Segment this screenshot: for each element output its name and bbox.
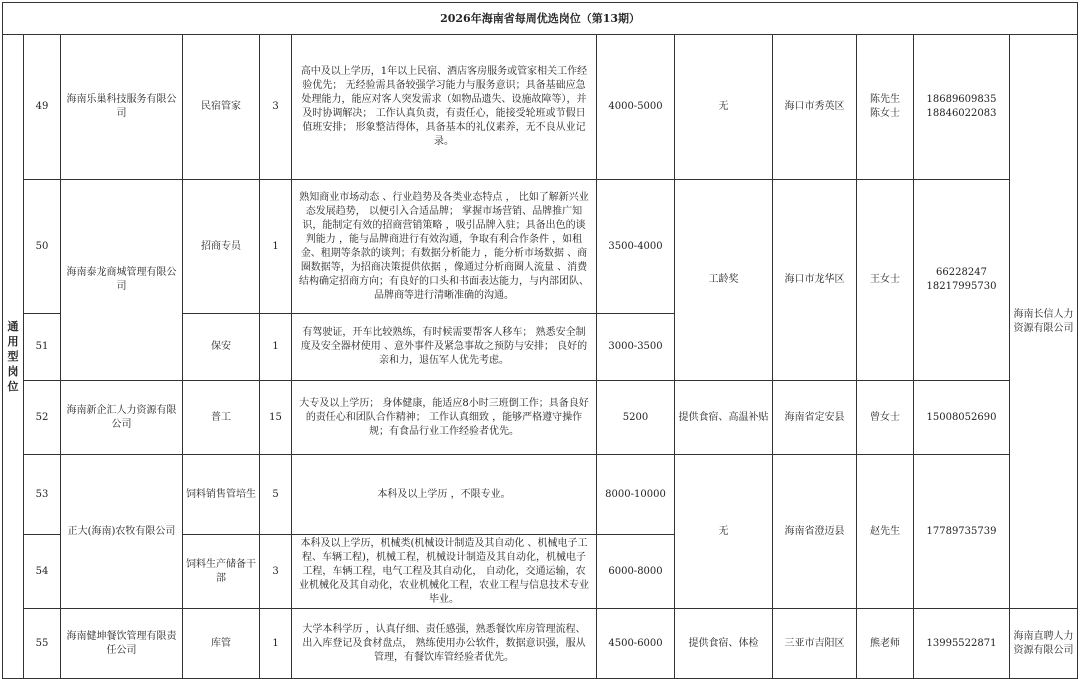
requirements: 大学本科学历 ，认真仔细、责任感强，熟悉餐饮库房管理流程、出入库登记及食材盘点， 熟练使用办公软件，数据意识强，服从管理，有餐饮库管经验者优先。 (292, 609, 597, 679)
requirements: 高中及以上学历，1年以上民宿、酒店客房服务或管家相关工作经验优先； 无经验需具备较强学习能力与服务意识；具备基础应急处理能力，能应对客人突发需求（如物品遗失、设施故障等），并及时协调解决； 工作认真负责，有责任心，能接受轮班或节假日值班安排； 形象整洁得体，具备基本的礼仪素养，无不良从业记录。 (292, 35, 597, 180)
contact-person: 曾女士 (857, 381, 914, 455)
row-number: 50 (24, 180, 61, 314)
table-row (3, 35, 1078, 180)
contact-person: 陈先生 陈女士 (857, 35, 914, 180)
phone-number: 66228247 18217995730 (914, 180, 1010, 381)
position-name: 饲料销售管培生 (183, 455, 260, 535)
phone-number: 17789735739 (914, 455, 1010, 609)
position-name: 库管 (183, 609, 260, 679)
salary: 3500-4000 (597, 180, 675, 314)
location: 海口市秀英区 (773, 35, 857, 180)
contact-person: 熊老师 (857, 609, 914, 679)
benefits: 提供食宿、高温补贴 (675, 381, 773, 455)
location: 海南省定安县 (773, 381, 857, 455)
headcount: 1 (260, 180, 292, 314)
table-row (3, 609, 1078, 679)
requirements: 大专及以上学历； 身体健康，能适应8小时三班倒工作；具备良好的责任心和团队合作精神； 工作认真细致 ，能够严格遵守操作规；有食品行业工作经验者优先。 (292, 381, 597, 455)
requirements: 本科及以上学历，机械类(机械设计制造及其自动化 、机械电子工程、车辆工程)，机械工程，机械设计制造及其自动化，机械电子工程，车辆工程，电气工程及其自动化， 自动化，交通运输，农业机械化及其自动化，农业机械化工程，农业工程与信息技术专业毕业。 (292, 535, 597, 609)
salary: 4000-5000 (597, 35, 675, 180)
company-name: 正大(海南)农牧有限公司 (61, 455, 183, 609)
salary: 5200 (597, 381, 675, 455)
contact-person: 王女士 (857, 180, 914, 381)
location: 海南省澄迈县 (773, 455, 857, 609)
benefits: 无 (675, 455, 773, 609)
row-number: 54 (24, 535, 61, 609)
headcount: 3 (260, 35, 292, 180)
table-title: 2026年海南省每周优选岗位（第13期） (3, 3, 1078, 35)
position-name: 饲料生产储备干部 (183, 535, 260, 609)
contact-person: 赵先生 (857, 455, 914, 609)
salary: 4500-6000 (597, 609, 675, 679)
company-name: 海南泰龙商城管理有限公司 (61, 180, 183, 381)
salary: 8000-10000 (597, 455, 675, 535)
phone-number: 15008052690 (914, 381, 1010, 455)
agency-name: 海南直聘人力资源有限公司 (1010, 609, 1078, 679)
company-name: 海南新企汇人力资源有限公司 (61, 381, 183, 455)
requirements: 有驾驶证，开车比较熟练，有时候需要帮客人移车； 熟悉安全制度及安全器材使用 、意外事件及紧急事故之预防与安排； 良好的亲和力，退伍军人优先考虑。 (292, 314, 597, 381)
row-number: 51 (24, 314, 61, 381)
row-number: 52 (24, 381, 61, 455)
company-name: 海南乐巢科技服务有限公司 (61, 35, 183, 180)
table-row (3, 455, 1078, 535)
salary: 3000-3500 (597, 314, 675, 381)
phone-number: 18689609835 18846022083 (914, 35, 1010, 180)
benefits: 无 (675, 35, 773, 180)
headcount: 1 (260, 609, 292, 679)
salary: 6000-8000 (597, 535, 675, 609)
headcount: 15 (260, 381, 292, 455)
requirements: 本科及以上学历 ，不限专业。 (292, 455, 597, 535)
table-row (3, 381, 1078, 455)
headcount: 3 (260, 535, 292, 609)
location: 海口市龙华区 (773, 180, 857, 381)
position-name: 民宿管家 (183, 35, 260, 180)
row-number: 53 (24, 455, 61, 535)
category-label: 通用型岗位 (7, 320, 19, 393)
benefits: 提供食宿、体检 (675, 609, 773, 679)
headcount: 5 (260, 455, 292, 535)
phone-number: 13995522871 (914, 609, 1010, 679)
row-number: 49 (24, 35, 61, 180)
location: 三亚市吉阳区 (773, 609, 857, 679)
headcount: 1 (260, 314, 292, 381)
row-number: 55 (24, 609, 61, 679)
category-cell (3, 35, 24, 679)
benefits: 工龄奖 (675, 180, 773, 381)
position-name: 普工 (183, 381, 260, 455)
position-name: 招商专员 (183, 180, 260, 314)
agency-name: 海南长信人力资源有限公司 (1010, 35, 1078, 609)
position-name: 保安 (183, 314, 260, 381)
company-name: 海南健坤餐饮管理有限责任公司 (61, 609, 183, 679)
job-table (2, 2, 1078, 679)
requirements: 熟知商业市场动态 、行业趋势及各类业态特点 ， 比如了解新兴业态发展趋势， 以便引入合适品牌； 掌握市场营销、品牌推广知识，能制定有效的招商营销策略 ，吸引品牌入驻；具备出色的谈判能力 ，能与品牌商进行有效沟通，争取有利合作条件 ，如租金、租期等条款的谈判；有数据分析能力 ，能分析市场数据 、商圈数据等，为招商决策提供依据 ，像通过分析商圈人流量 、消费结构确定招商方向；有良好的口头和书面表达能力，与内部团队、品牌商等进行清晰准确的沟通。 (292, 180, 597, 314)
table-row (3, 180, 1078, 314)
